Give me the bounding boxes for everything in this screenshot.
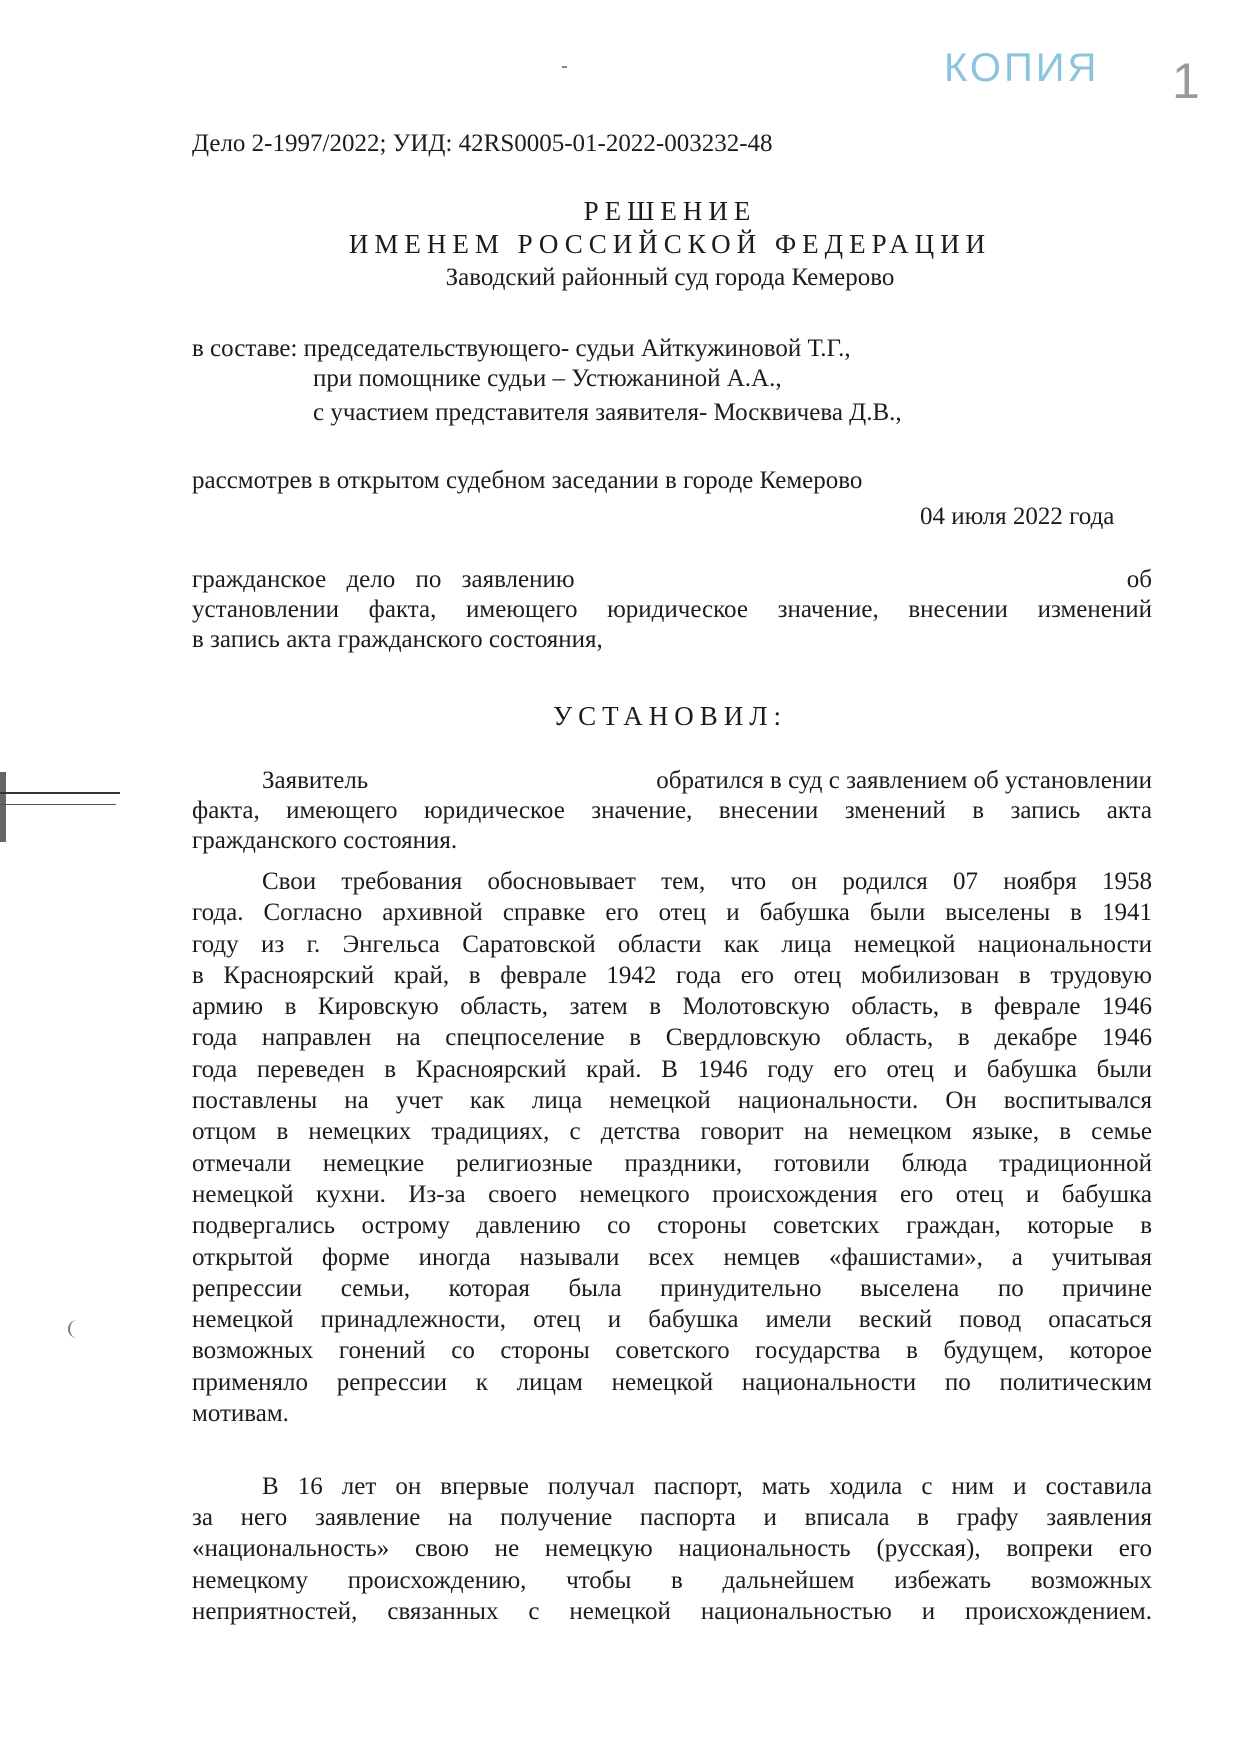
text-line: отмечали немецкие религиозные праздники, готовили блюда традиционной bbox=[192, 1149, 1152, 1177]
scan-artifact bbox=[0, 772, 6, 842]
text-line: неприятностей, связанных с немецкой национальностью и происхождением. bbox=[192, 1597, 1152, 1625]
scan-dot bbox=[562, 66, 567, 68]
civil-case-line-1 bbox=[192, 565, 1152, 595]
paragraph-passport bbox=[192, 1471, 1152, 1627]
applicant-text: обратился в суд с заявлением об установлении bbox=[656, 767, 1152, 794]
decision-subtitle: ИМЕНЕМ РОССИЙСКОЙ ФЕДЕРАЦИИ bbox=[348, 229, 992, 259]
court-name: Заводский районный суд города Кемерово bbox=[445, 264, 895, 291]
text-line: в Красноярский край, в феврале 1942 года его отец мобилизован в трудовую bbox=[192, 961, 1152, 989]
text-line: немецкой кухни. Из-за своего немецкого происхождения его отец и бабушка bbox=[192, 1180, 1152, 1208]
scan-artifact bbox=[0, 804, 116, 805]
text-line: немецкой принадлежности, отец и бабушка имели веский повод опасаться bbox=[192, 1306, 1152, 1334]
text-line: году из г. Энгельса Саратовской области как лица немецкой национальности bbox=[192, 930, 1152, 958]
paragraph-grounds bbox=[192, 866, 1152, 1429]
text-line: года направлен на спецпоселение в Свердловскую область, в декабре 1946 bbox=[192, 1024, 1152, 1052]
text-line: В 16 лет он впервые получал паспорт, мать ходила с ним и составила bbox=[262, 1473, 1152, 1500]
text-line: возможных гонений со стороны советского государства в будущем, которое bbox=[192, 1337, 1152, 1365]
paragraph-applicant-line-3: гражданского состояния. bbox=[192, 827, 458, 854]
text-line: года. Согласно архивной справке его отец и бабушка были выселены в 1941 bbox=[192, 899, 1152, 927]
text-line: применяло репрессии к лицам немецкой национальности по политическим bbox=[192, 1368, 1152, 1396]
text-line: армию в Кировскую область, затем в Молотовскую область, в феврале 1946 bbox=[192, 993, 1152, 1021]
composition-judge: в составе: председательствующего- судьи Айткужиновой Т.Г., bbox=[192, 335, 851, 362]
civil-case-left: гражданское дело по заявлению bbox=[192, 566, 575, 593]
text-line: Свои требования обосновывает тем, что он родился 07 ноября 1958 bbox=[262, 868, 1152, 895]
decision-title: РЕШЕНИЕ bbox=[583, 196, 757, 226]
considered-line: рассмотрев в открытом судебном заседании в городе Кемерово bbox=[192, 467, 863, 494]
text-line: мотивам. bbox=[192, 1400, 289, 1428]
scan-artifact bbox=[68, 1320, 80, 1338]
civil-case-line-2: установлении факта, имеющего юридическое значение, внесении изменений bbox=[192, 596, 1152, 623]
page-number: 1 bbox=[1172, 53, 1200, 109]
paragraph-applicant-line-2: факта, имеющего юридическое значение, внесении зменений в запись акта bbox=[192, 797, 1152, 824]
text-line: открытой форме иногда называли всех немцев «фашистами», а учитывая bbox=[192, 1243, 1152, 1271]
copy-stamp: КОПИЯ bbox=[944, 46, 1100, 90]
civil-case-right: об bbox=[1126, 566, 1152, 593]
text-line: немецкому происхождению, чтобы в дальнейшем избежать возможных bbox=[192, 1566, 1152, 1594]
text-line: «национальность» свою не немецкую национальность (русская), вопреки его bbox=[192, 1535, 1152, 1563]
text-line: репрессии семьи, которая была принудительно выселена по причине bbox=[192, 1274, 1152, 1302]
civil-case-paragraph bbox=[192, 565, 1152, 655]
text-line: отцом в немецких традициях, с детства говорит на немецком языке, в семье bbox=[192, 1118, 1152, 1146]
text-line: поставлены на учет как лица немецкой национальности. Он воспитывался bbox=[192, 1087, 1152, 1115]
hearing-date: 04 июля 2022 года bbox=[920, 503, 1115, 530]
text-line: года переведен в Красноярский край. В 1946 году его отец и бабушка были bbox=[192, 1055, 1152, 1083]
civil-case-line-3: в запись акта гражданского состояния, bbox=[192, 626, 603, 653]
paragraph-applicant bbox=[192, 766, 1152, 856]
text-line: за него заявление на получение паспорта и вписала в графу заявления bbox=[192, 1504, 1152, 1532]
text-line: подвергались острому давлению со стороны советских граждан, которые в bbox=[192, 1212, 1152, 1240]
scan-artifact bbox=[0, 792, 120, 794]
paragraph-applicant-line-1 bbox=[192, 766, 1152, 796]
composition-representative: с участием представителя заявителя- Москвичева Д.В., bbox=[313, 399, 902, 426]
case-number-line: Дело 2-1997/2022; УИД: 42RS0005-01-2022-003232-48 bbox=[192, 130, 773, 157]
established-heading: УСТАНОВИЛ: bbox=[552, 701, 788, 731]
composition-assistant: при помощнике судьи – Устюжаниной А.А., bbox=[313, 365, 782, 392]
applicant-label: Заявитель bbox=[262, 767, 369, 794]
